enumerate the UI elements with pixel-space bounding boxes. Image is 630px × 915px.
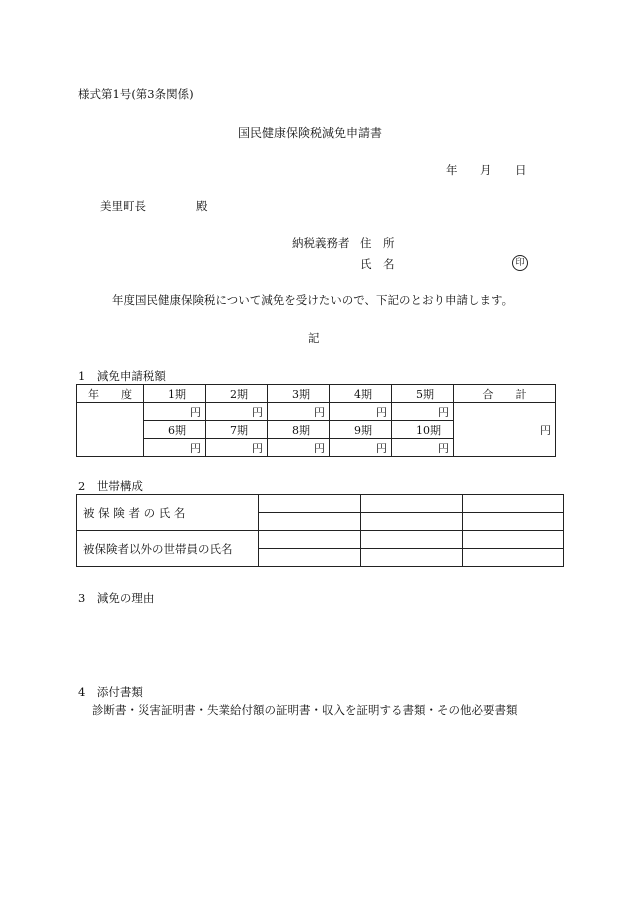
section1-heading: 1 減免申請税額 (78, 369, 166, 383)
name-cell[interactable] (463, 531, 564, 549)
address-label: 住 所 (360, 236, 395, 250)
period-header: 5期 (392, 385, 454, 403)
amount-cell[interactable]: 円 (268, 403, 330, 421)
amount-cell[interactable]: 円 (206, 439, 268, 457)
amount-cell[interactable]: 円 (268, 439, 330, 457)
name-cell[interactable] (361, 495, 463, 513)
other-members-label: 被保険者以外の世帯員の氏名 (77, 531, 259, 567)
addressee-name: 美里町長 (100, 199, 146, 213)
application-statement: 年度国民健康保険税について減免を受けたいので、下記のとおり申請します。 (112, 293, 514, 307)
amount-cell[interactable]: 円 (392, 403, 454, 421)
addressee-honorific: 殿 (196, 199, 208, 213)
amount-cell[interactable]: 円 (206, 403, 268, 421)
period-header: 8期 (268, 421, 330, 439)
ki-heading: 記 (308, 331, 320, 345)
date-month-label: 月 (480, 163, 492, 177)
amount-cell[interactable]: 円 (330, 439, 392, 457)
name-cell[interactable] (259, 531, 361, 549)
name-cell[interactable] (361, 549, 463, 567)
date-year-label: 年 (446, 163, 458, 177)
period-header: 6期 (144, 421, 206, 439)
section4-heading: 4 添付書類 (78, 685, 143, 699)
fiscal-year-cell[interactable] (77, 403, 144, 457)
name-cell[interactable] (463, 495, 564, 513)
name-cell[interactable] (361, 531, 463, 549)
insured-names-label: 被 保 険 者 の 氏 名 (77, 495, 259, 531)
name-cell[interactable] (259, 513, 361, 531)
form-number: 様式第1号(第3条関係) (78, 87, 194, 101)
period-header: 3期 (268, 385, 330, 403)
name-cell[interactable] (259, 495, 361, 513)
attached-documents: 診断書・災害証明書・失業給付額の証明書・収入を証明する書類・その他必要書類 (92, 703, 518, 717)
section3-heading: 3 減免の理由 (78, 591, 155, 605)
period-header: 1期 (144, 385, 206, 403)
amount-cell[interactable]: 円 (144, 439, 206, 457)
name-label: 氏 名 (360, 257, 395, 271)
amount-cell[interactable]: 円 (392, 439, 454, 457)
tax-amount-table (76, 384, 556, 457)
household-table (76, 494, 564, 567)
name-cell[interactable] (463, 549, 564, 567)
section2-heading: 2 世帯構成 (78, 479, 143, 493)
applicant-role: 納税義務者 (292, 236, 350, 250)
name-cell[interactable] (463, 513, 564, 531)
period-header: 10期 (392, 421, 454, 439)
date-day-label: 日 (515, 163, 527, 177)
name-cell[interactable] (361, 513, 463, 531)
name-cell[interactable] (259, 549, 361, 567)
page-title: 国民健康保険税減免申請書 (238, 126, 383, 140)
period-header: 2期 (206, 385, 268, 403)
fiscal-year-header: 年 度 (77, 385, 144, 403)
period-header: 4期 (330, 385, 392, 403)
period-header: 9期 (330, 421, 392, 439)
total-amount-cell[interactable]: 円 (454, 403, 556, 457)
seal-mark: 印 (512, 255, 528, 271)
amount-cell[interactable]: 円 (144, 403, 206, 421)
total-header: 合 計 (454, 385, 556, 403)
amount-cell[interactable]: 円 (330, 403, 392, 421)
period-header: 7期 (206, 421, 268, 439)
